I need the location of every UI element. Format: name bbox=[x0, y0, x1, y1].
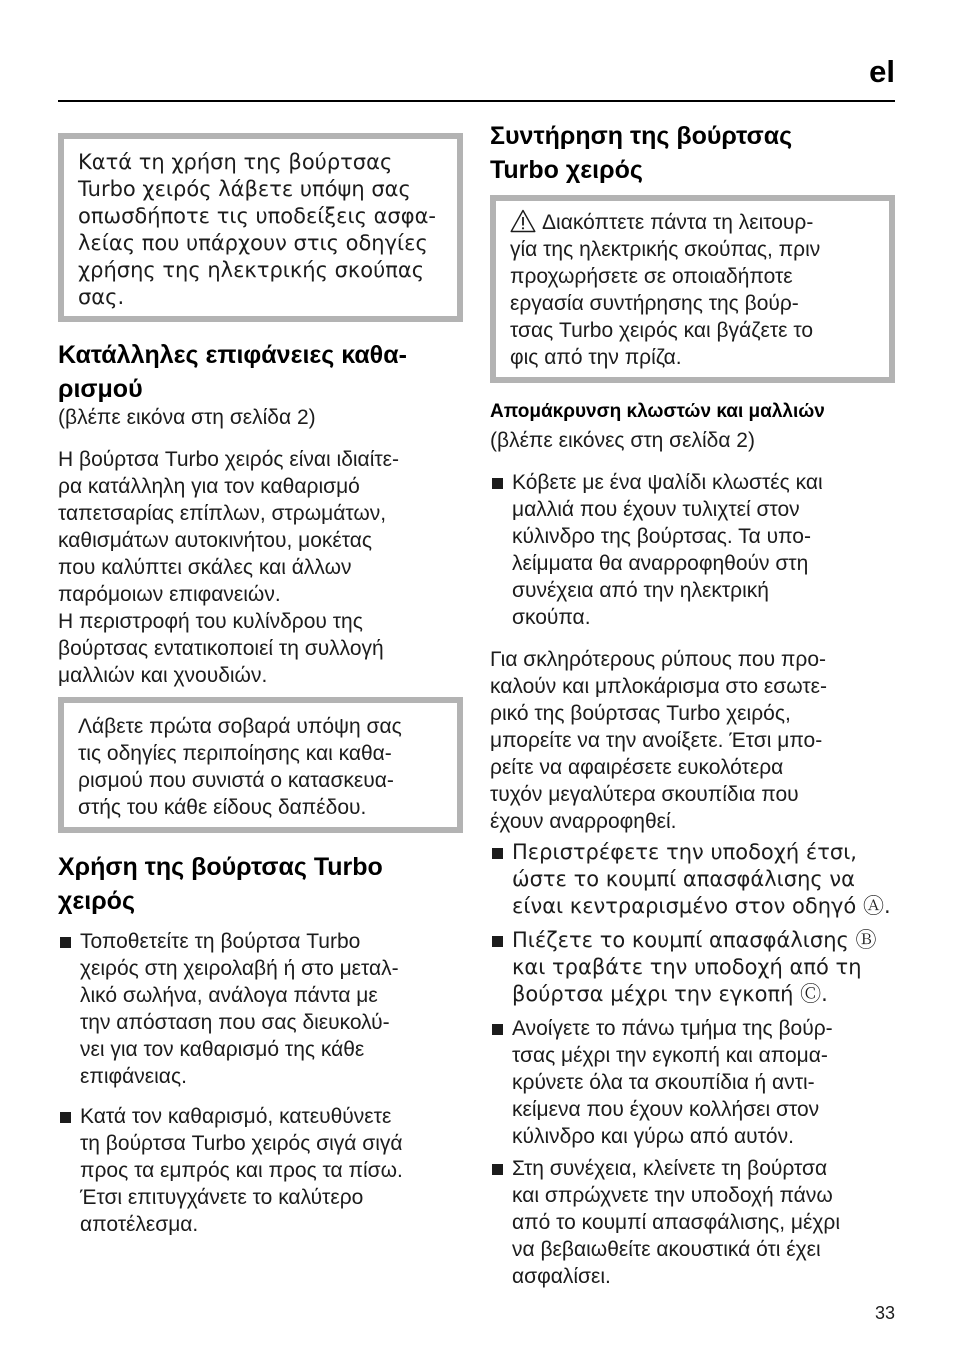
list-item-text: Ανοίγετε το πάνω τμήμα της βούρ- τσας μέχρι την εγκοπή και απομα- κρύνετε όλα τα σκουπίδια ή αντι- κείμενα που έχουν κολλήσει στον κύλινδρο και γύρω από αυτόν. bbox=[512, 1017, 833, 1148]
floor-care-note-box bbox=[58, 697, 463, 833]
removal-subheading: Απομάκρυνση κλωστών και μαλλιών bbox=[490, 401, 825, 422]
square-bullet-icon bbox=[492, 1164, 503, 1175]
list-item bbox=[58, 928, 399, 1090]
safety-note-text: Κατά τη χρήση της βούρτσας Turbo χειρός λάβετε υπόψη σας οπωσδήποτε τις υποδείξεις ασφα- λείας που υπάρχουν στις οδηγίες χρήσης της ηλεκτρικής σκούπας σας. bbox=[78, 150, 436, 309]
safety-note-box bbox=[58, 133, 463, 322]
list-item-text: Κατά τον καθαρισμό, κατευθύνετε τη βούρτσα Turbo χειρός σιγά σιγά προς τα εμπρός και προς τα πίσω. Έτσι επιτυγχάνετε το καλύτερο αποτέλεσμα. bbox=[80, 1105, 403, 1236]
list-item-text: Τοποθετείτε τη βούρτσα Turbo χειρός στη χειρολαβή ή στο μεταλ- λικό σωλήνα, ανάλογα πάντα με την απόσταση που σας διευκολύ- νει για τον καθαρισμό της κάθε επιφάνειας. bbox=[80, 930, 399, 1088]
list-item bbox=[490, 839, 891, 920]
square-bullet-icon bbox=[492, 936, 503, 947]
header-rule bbox=[58, 100, 895, 102]
page-number: 33 bbox=[874, 1303, 895, 1323]
surfaces-figure-reference: (βλέπε εικόνα στη σελίδα 2) bbox=[58, 406, 316, 429]
square-bullet-icon bbox=[60, 937, 71, 948]
warning-icon bbox=[510, 209, 536, 233]
square-bullet-icon bbox=[492, 1024, 503, 1035]
floor-care-note-text: Λάβετε πρώτα σοβαρά υπόψη σας τις οδηγίες περιποίησης και καθα- ρισμού που συνιστά ο κατασκευα- στής του κάθε είδους δαπέδου. bbox=[78, 715, 402, 819]
language-code: el bbox=[869, 54, 895, 89]
list-item bbox=[58, 1103, 403, 1238]
removal-figure-reference: (βλέπε εικόνες στη σελίδα 2) bbox=[490, 429, 755, 452]
opening-intro-text: Για σκληρότερους ρύπους που προ- καλούν και μπλοκάρισμα στο εσωτε- ρικό της βούρτσας Turbo χειρός, μπορείτε να την ανοίξετε. Έτσι μπο- ρείτε να αφαιρέσετε ευκολότερα τυχόν μεγαλύτερα σκουπίδια που έχουν αναρροφηθεί. bbox=[490, 648, 827, 833]
square-bullet-icon bbox=[60, 1112, 71, 1123]
list-item bbox=[490, 1155, 840, 1290]
list-item-text: Κόβετε με ένα ψαλίδι κλωστές και μαλλιά που έχουν τυλιχτεί στον κύλινδρο της βούρτσας. Τα υπο- λείμματα θα αναρροφηθούν στη συνέχεια από την ηλεκτρική σκούπα. bbox=[512, 471, 823, 629]
maintenance-warning-box bbox=[490, 195, 895, 383]
list-item-text: Πιέζετε το κουμπί απασφάλισης Ⓑ και τραβάτε την υποδοχή από τη βούρτσα μέχρι την εγκοπή Ⓒ. bbox=[512, 928, 877, 1006]
square-bullet-icon bbox=[492, 848, 503, 859]
maintenance-warning-text: Διακόπτετε πάντα τη λειτουρ- γία της ηλεκτρικής σκούπας, πριν προχωρήσετε σε οποιαδήποτε εργασία συντήρησης της βούρ- τσας Turbo χειρός και βγάζετε το φις από την πρίζα. bbox=[510, 211, 821, 369]
list-item-text: Στη συνέχεια, κλείνετε τη βούρτσα και σπρώχνετε την υποδοχή πάνω από το κουμπί απασφάλισης, μέχρι να βεβαιωθείτε ακουστικά ότι έχει ασφαλίσει. bbox=[512, 1157, 841, 1288]
usage-heading: Χρήση της βούρτσας Turbo χειρός bbox=[58, 853, 383, 915]
list-item-text: Περιστρέφετε την υποδοχή έτσι, ώστε το κουμπί απασφάλισης να είναι κεντραρισμένο στον οδηγό Ⓐ. bbox=[512, 840, 891, 918]
list-item bbox=[490, 469, 823, 631]
list-item bbox=[490, 927, 877, 1008]
surfaces-heading: Κατάλληλες επιφάνειες καθα- ρισμού bbox=[58, 341, 407, 403]
surfaces-description: Η βούρτσα Turbo χειρός είναι ιδιαίτε- ρα κατάλληλη για τον καθαρισμό ταπετσαρίας επίπλων, στρωμάτων, καθισμάτων αυτοκινήτου, μοκέτας που καλύπτει σκάλες και άλλων παρόμοιων επιφανειών. Η περιστροφή του κυλίνδρου της βούρτσας εντατικοποιεί τη συλλογή μαλλιών και χνουδιών. bbox=[58, 448, 400, 687]
list-item bbox=[490, 1015, 833, 1150]
maintenance-warning bbox=[510, 209, 820, 371]
maintenance-heading: Συντήρηση της βούρτσας Turbo χειρός bbox=[490, 122, 793, 184]
square-bullet-icon bbox=[492, 478, 503, 489]
